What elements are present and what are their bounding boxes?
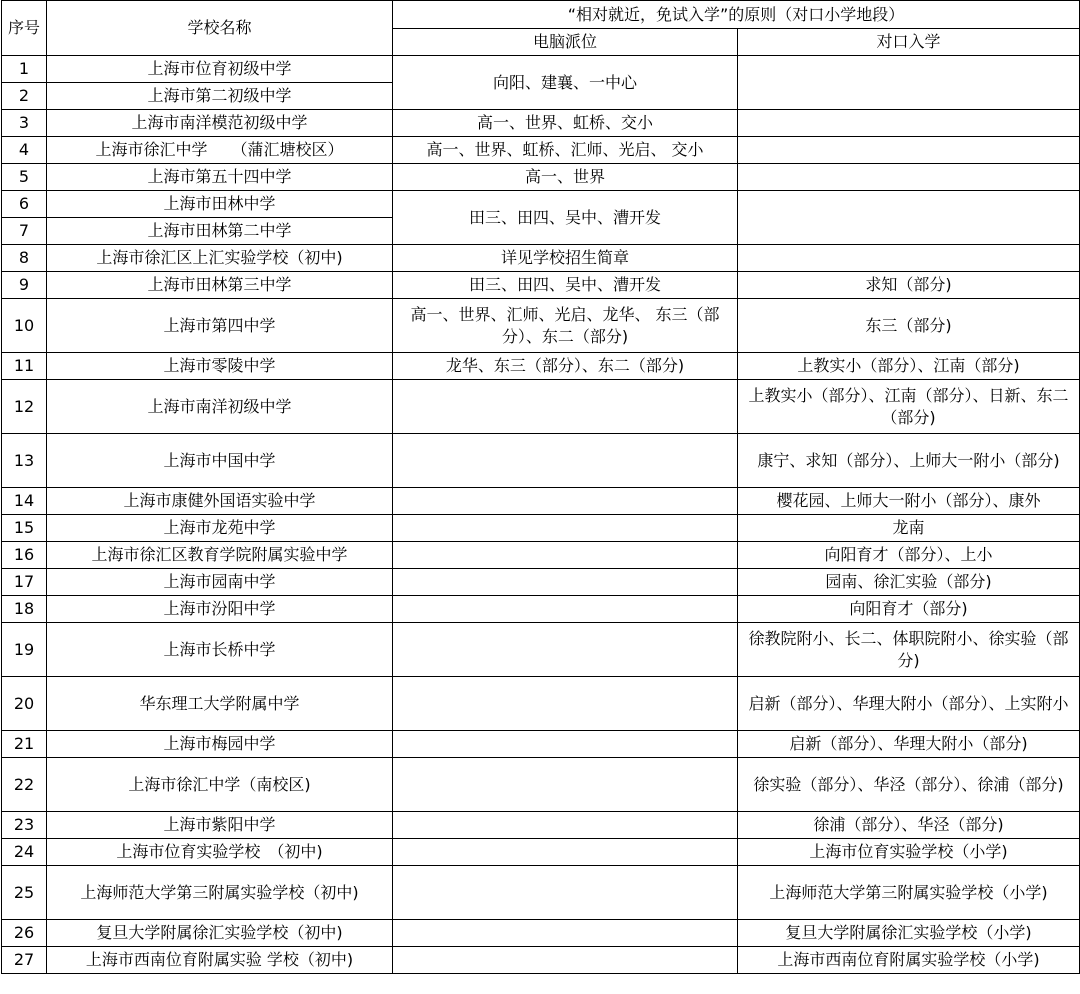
school-cell: 上海市南洋初级中学	[47, 380, 393, 434]
school-cell: 上海市第四中学	[47, 299, 393, 353]
computer-cell: 高一、世界、汇师、光启、龙华、 东三（部分）、东二（部分)	[393, 299, 738, 353]
seq-cell: 5	[2, 164, 47, 191]
header-computer-assignment: 电脑派位	[393, 29, 738, 56]
direct-cell: 复旦大学附属徐汇实验学校（小学)	[738, 920, 1080, 947]
computer-cell	[393, 866, 738, 920]
computer-cell	[393, 623, 738, 677]
header-row	[2, 1, 1080, 29]
enrollment-table	[1, 0, 1080, 974]
table-row	[2, 569, 1080, 596]
seq-cell: 15	[2, 515, 47, 542]
table-row	[2, 164, 1080, 191]
school-cell: 上海市徐汇中学（南校区)	[47, 758, 393, 812]
school-cell: 上海市田林第二中学	[47, 218, 393, 245]
computer-cell: 高一、世界、虹桥、汇师、光启、 交小	[393, 137, 738, 164]
seq-cell: 25	[2, 866, 47, 920]
direct-cell: 求知（部分)	[738, 272, 1080, 299]
table-row	[2, 920, 1080, 947]
computer-cell: 向阳、建襄、一中心	[393, 56, 738, 110]
computer-cell	[393, 488, 738, 515]
seq-cell: 21	[2, 731, 47, 758]
direct-cell: 园南、徐汇实验（部分)	[738, 569, 1080, 596]
computer-cell	[393, 380, 738, 434]
header-principle: “相对就近，免试入学”的原则（对口小学地段）	[393, 1, 1080, 29]
computer-cell: 田三、田四、吴中、漕开发	[393, 272, 738, 299]
school-cell: 上海市田林第三中学	[47, 272, 393, 299]
seq-cell: 3	[2, 110, 47, 137]
school-cell: 上海市龙苑中学	[47, 515, 393, 542]
computer-cell	[393, 947, 738, 974]
table-row	[2, 56, 1080, 83]
computer-cell: 龙华、东三（部分）、东二（部分)	[393, 353, 738, 380]
computer-cell	[393, 920, 738, 947]
table-row	[2, 272, 1080, 299]
seq-cell: 10	[2, 299, 47, 353]
seq-cell: 11	[2, 353, 47, 380]
computer-cell	[393, 596, 738, 623]
table-row	[2, 137, 1080, 164]
direct-cell: 康宁、求知（部分）、上师大一附小（部分)	[738, 434, 1080, 488]
computer-cell	[393, 731, 738, 758]
seq-cell: 6	[2, 191, 47, 218]
table-row	[2, 758, 1080, 812]
direct-cell: 徐教院附小、长二、体职院附小、徐实验（部分)	[738, 623, 1080, 677]
direct-cell	[738, 56, 1080, 110]
direct-cell	[738, 245, 1080, 272]
direct-cell: 启新（部分）、华理大附小（部分）、上实附小	[738, 677, 1080, 731]
direct-cell: 徐实验（部分）、华泾（部分）、徐浦（部分)	[738, 758, 1080, 812]
direct-cell	[738, 110, 1080, 137]
computer-cell	[393, 569, 738, 596]
seq-cell: 14	[2, 488, 47, 515]
computer-cell: 高一、世界、虹桥、交小	[393, 110, 738, 137]
seq-cell: 26	[2, 920, 47, 947]
table-row	[2, 191, 1080, 218]
school-cell: 上海市徐汇区上汇实验学校（初中)	[47, 245, 393, 272]
table-row	[2, 623, 1080, 677]
table-row	[2, 380, 1080, 434]
direct-cell: 向阳育才（部分）、上小	[738, 542, 1080, 569]
school-cell: 上海市第二初级中学	[47, 83, 393, 110]
direct-cell: 上海师范大学第三附属实验学校（小学)	[738, 866, 1080, 920]
school-cell: 上海市零陵中学	[47, 353, 393, 380]
direct-cell	[738, 164, 1080, 191]
table-row	[2, 299, 1080, 353]
school-cell: 上海市徐汇区教育学院附属实验中学	[47, 542, 393, 569]
direct-cell: 向阳育才（部分)	[738, 596, 1080, 623]
table-row	[2, 866, 1080, 920]
seq-cell: 1	[2, 56, 47, 83]
school-cell: 上海市西南位育附属实验 学校（初中)	[47, 947, 393, 974]
direct-cell: 上教实小（部分）、江南（部分）、日新、东二（部分)	[738, 380, 1080, 434]
school-cell: 上海市徐汇中学 （蒲汇塘校区）	[47, 137, 393, 164]
table-row	[2, 596, 1080, 623]
seq-cell: 8	[2, 245, 47, 272]
direct-cell: 上教实小（部分）、江南（部分)	[738, 353, 1080, 380]
direct-cell: 东三（部分)	[738, 299, 1080, 353]
direct-cell	[738, 191, 1080, 245]
table-row	[2, 947, 1080, 974]
computer-cell	[393, 812, 738, 839]
table-row	[2, 677, 1080, 731]
seq-cell: 7	[2, 218, 47, 245]
school-cell: 上海市位育初级中学	[47, 56, 393, 83]
seq-cell: 4	[2, 137, 47, 164]
seq-cell: 13	[2, 434, 47, 488]
direct-cell	[738, 137, 1080, 164]
table-row	[2, 839, 1080, 866]
direct-cell: 启新（部分）、华理大附小（部分)	[738, 731, 1080, 758]
school-cell: 复旦大学附属徐汇实验学校（初中)	[47, 920, 393, 947]
seq-cell: 17	[2, 569, 47, 596]
seq-cell: 2	[2, 83, 47, 110]
computer-cell: 高一、世界	[393, 164, 738, 191]
seq-cell: 12	[2, 380, 47, 434]
seq-cell: 16	[2, 542, 47, 569]
direct-cell: 上海市西南位育附属实验学校（小学)	[738, 947, 1080, 974]
seq-cell: 23	[2, 812, 47, 839]
seq-cell: 18	[2, 596, 47, 623]
school-cell: 上海市康健外国语实验中学	[47, 488, 393, 515]
seq-cell: 24	[2, 839, 47, 866]
computer-cell	[393, 839, 738, 866]
direct-cell: 樱花园、上师大一附小（部分）、康外	[738, 488, 1080, 515]
seq-cell: 19	[2, 623, 47, 677]
school-cell: 上海市园南中学	[47, 569, 393, 596]
computer-cell	[393, 434, 738, 488]
computer-cell	[393, 515, 738, 542]
school-cell: 上海市紫阳中学	[47, 812, 393, 839]
header-seq: 序号	[2, 1, 47, 56]
computer-cell	[393, 758, 738, 812]
table-row	[2, 110, 1080, 137]
seq-cell: 9	[2, 272, 47, 299]
header-direct-enrollment: 对口入学	[738, 29, 1080, 56]
direct-cell: 徐浦（部分）、华泾（部分)	[738, 812, 1080, 839]
school-cell: 华东理工大学附属中学	[47, 677, 393, 731]
computer-cell	[393, 542, 738, 569]
seq-cell: 27	[2, 947, 47, 974]
header-school: 学校名称	[47, 1, 393, 56]
school-cell: 上海市梅园中学	[47, 731, 393, 758]
table-row	[2, 542, 1080, 569]
table-row	[2, 434, 1080, 488]
table-row	[2, 731, 1080, 758]
direct-cell: 龙南	[738, 515, 1080, 542]
direct-cell: 上海市位育实验学校（小学)	[738, 839, 1080, 866]
table-row	[2, 812, 1080, 839]
table-row	[2, 488, 1080, 515]
table-row	[2, 353, 1080, 380]
computer-cell	[393, 677, 738, 731]
computer-cell: 田三、田四、吴中、漕开发	[393, 191, 738, 245]
school-cell: 上海市汾阳中学	[47, 596, 393, 623]
table-row	[2, 515, 1080, 542]
school-cell: 上海市中国中学	[47, 434, 393, 488]
school-cell: 上海市位育实验学校 （初中)	[47, 839, 393, 866]
computer-cell: 详见学校招生简章	[393, 245, 738, 272]
school-cell: 上海市南洋模范初级中学	[47, 110, 393, 137]
school-cell: 上海市长桥中学	[47, 623, 393, 677]
seq-cell: 20	[2, 677, 47, 731]
school-cell: 上海市田林中学	[47, 191, 393, 218]
school-cell: 上海市第五十四中学	[47, 164, 393, 191]
table-row	[2, 245, 1080, 272]
seq-cell: 22	[2, 758, 47, 812]
school-cell: 上海师范大学第三附属实验学校（初中)	[47, 866, 393, 920]
